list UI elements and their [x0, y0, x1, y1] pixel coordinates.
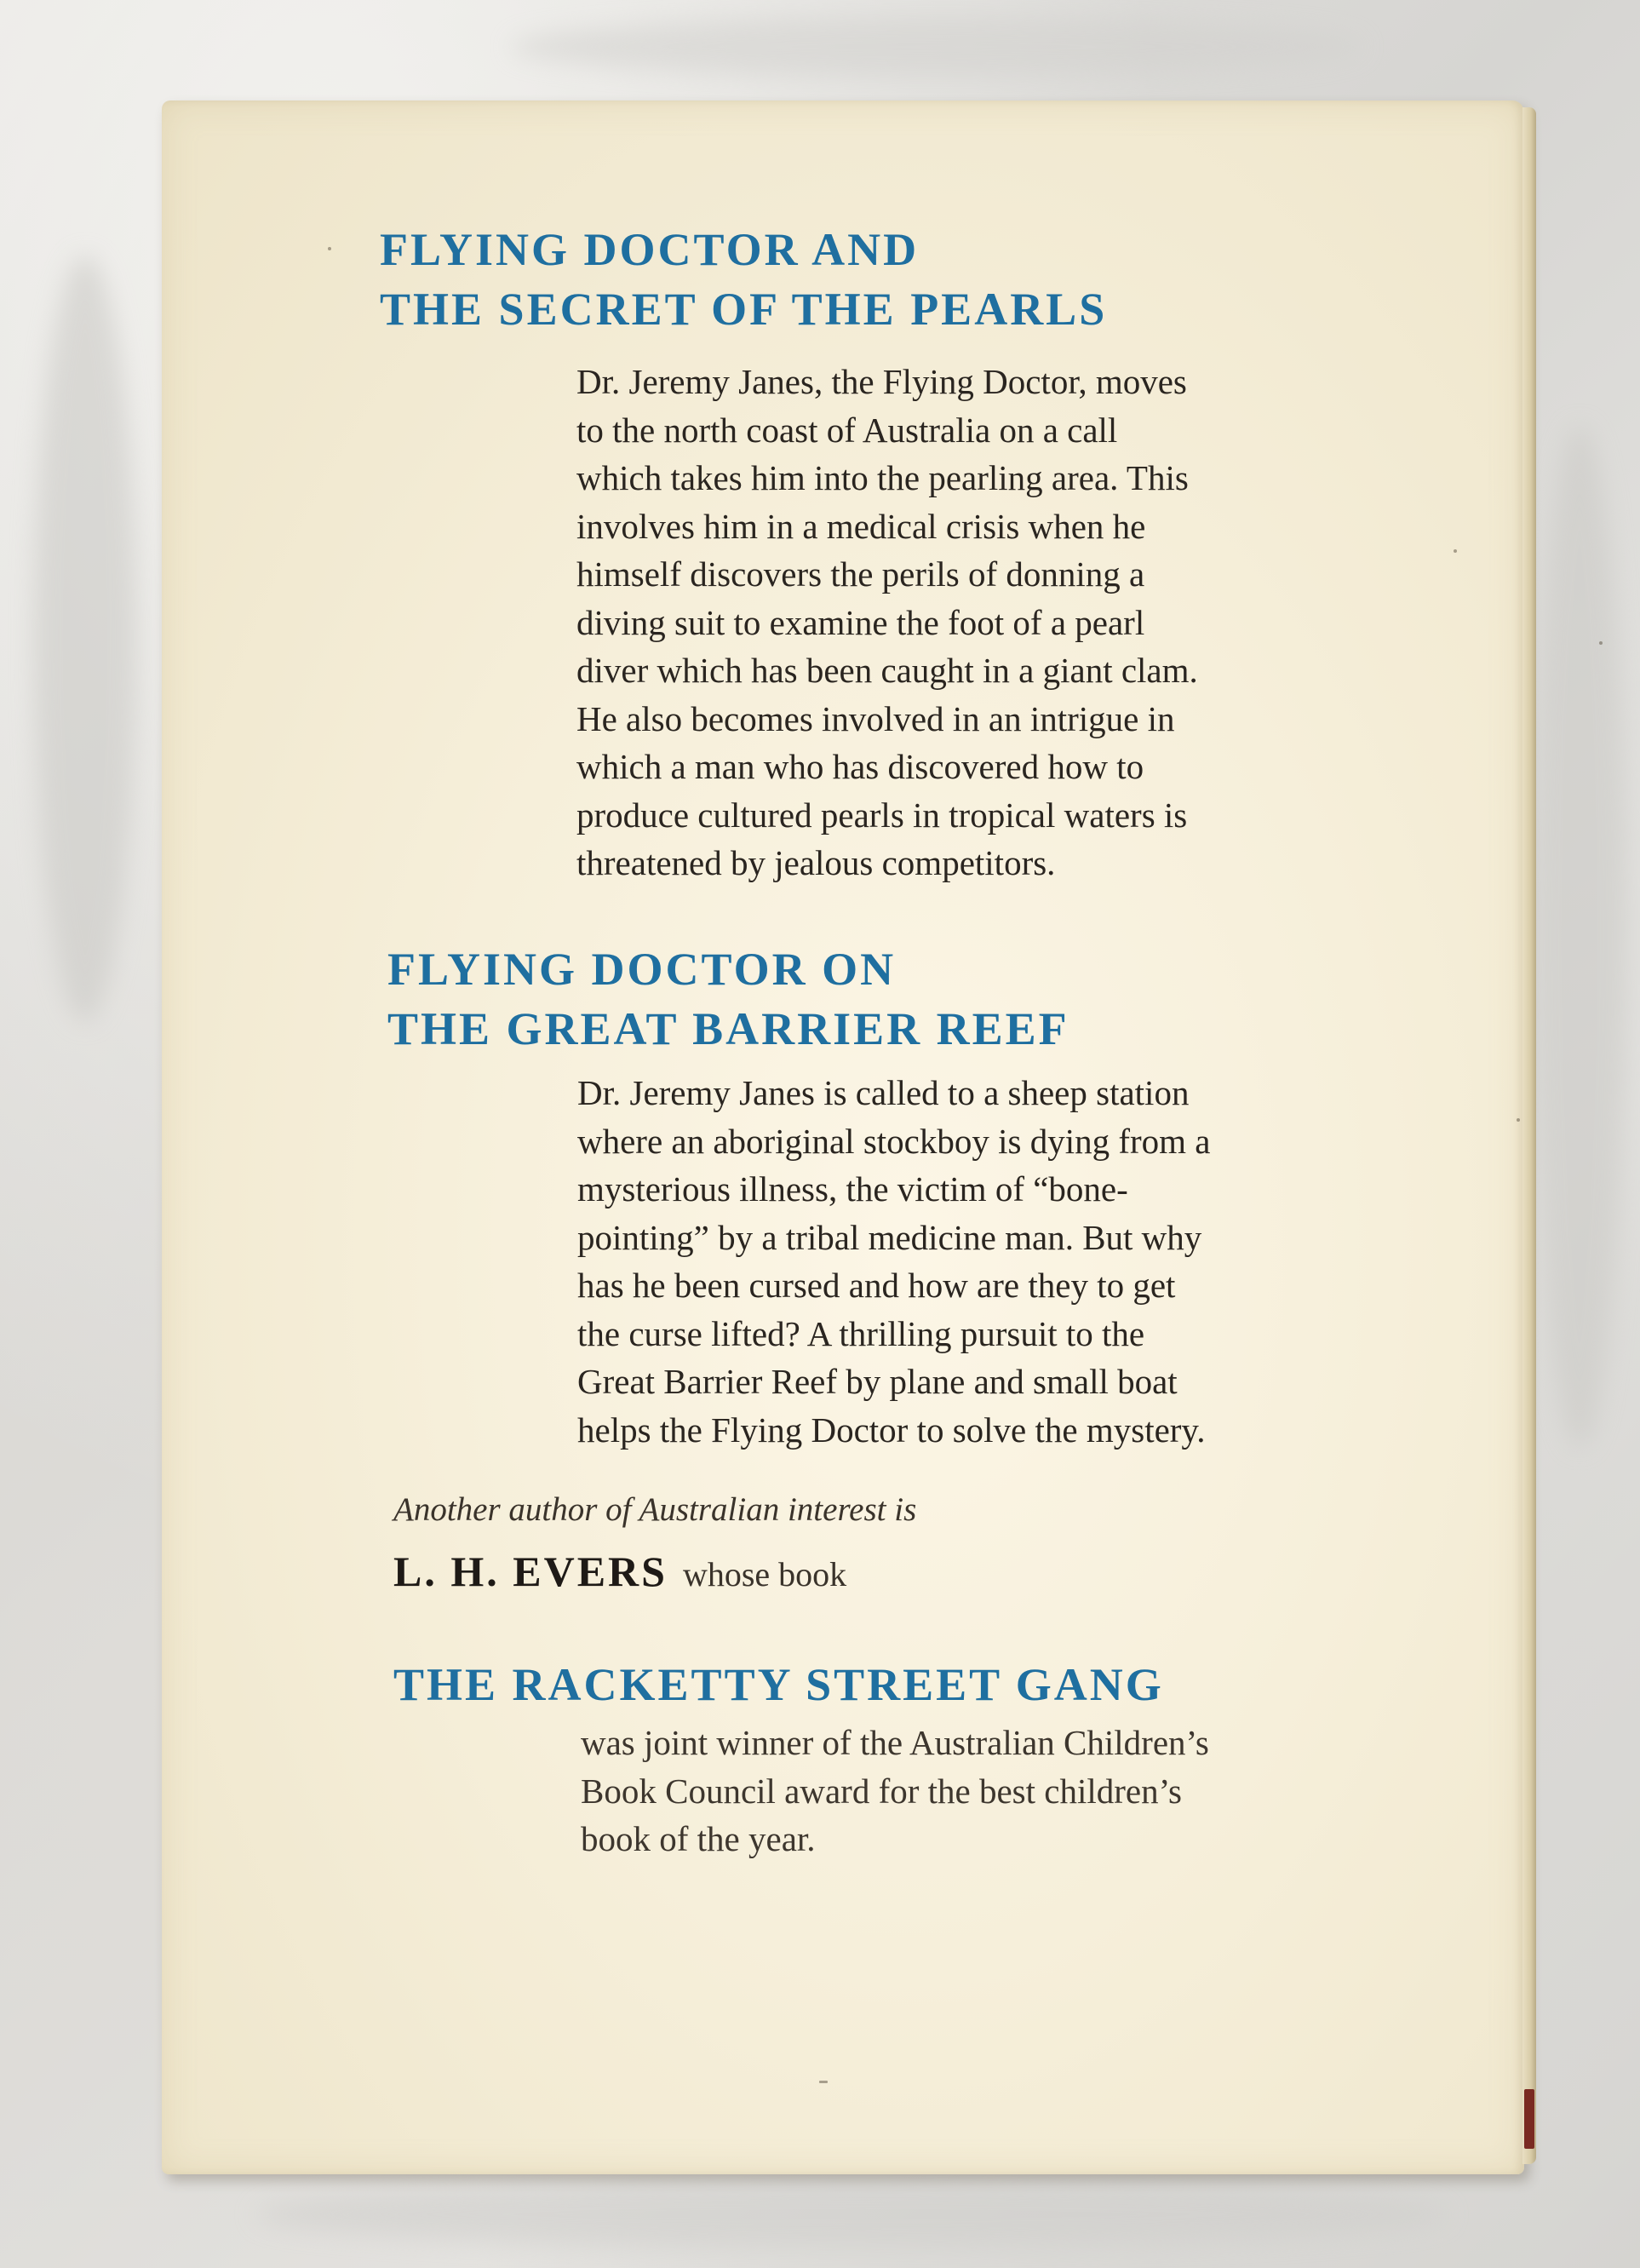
blurb-line: diving suit to examine the foot of a pearl — [576, 602, 1145, 642]
book-two-title-line: THE GREAT BARRIER REEF — [387, 1003, 1069, 1054]
blurb-line: pointing” by a tribal medicine man. But why — [577, 1217, 1202, 1257]
blurb-line: produce cultured pearls in tropical waters is — [576, 795, 1188, 835]
cover-speck — [1599, 641, 1603, 645]
book-back-cover — [162, 100, 1524, 2174]
book-one-title — [380, 220, 1107, 339]
cover-speck — [1517, 1118, 1520, 1122]
book-two-title — [387, 939, 1069, 1059]
award-line: was joint winner of the Australian Children’s — [581, 1723, 1209, 1762]
book-two-title-line: FLYING DOCTOR ON — [387, 944, 897, 995]
blurb-line: the curse lifted? A thrilling pursuit to the — [577, 1313, 1145, 1353]
other-book-title: THE RACKETTY STREET GANG — [393, 1659, 1164, 1710]
other-author-line — [393, 1547, 846, 1596]
award-line: book of the year. — [581, 1819, 816, 1858]
award-line: Book Council award for the best children’s — [581, 1771, 1182, 1811]
other-author-name: L. H. EVERS — [393, 1547, 668, 1595]
cover-speck — [1454, 549, 1457, 553]
cloth-fold — [34, 256, 136, 1022]
blurb-line: Dr. Jeremy Janes is called to a sheep station — [577, 1073, 1190, 1112]
award-text — [581, 1719, 1209, 1863]
blurb-line: Great Barrier Reef by plane and small boat — [577, 1362, 1178, 1401]
blurb-line: has he been cursed and how are they to get — [577, 1266, 1176, 1305]
blurb-line: diver which has been caught in a giant clam. — [576, 651, 1198, 690]
cloth-fold — [1533, 426, 1626, 1448]
blurb-line: helps the Flying Doctor to solve the mystery. — [577, 1410, 1206, 1450]
cloth-fold — [255, 2180, 1448, 2248]
book-two-blurb — [577, 1069, 1211, 1454]
book-one-title-line: THE SECRET OF THE PEARLS — [380, 284, 1108, 335]
blurb-line: to the north coast of Australia on a call — [576, 410, 1118, 450]
other-author-intro: Another author of Australian interest is — [393, 1491, 917, 1528]
blurb-line: threatened by jealous competitors. — [576, 843, 1056, 882]
blurb-line: where an aboriginal stockboy is dying from a — [577, 1121, 1211, 1161]
blurb-line: mysterious illness, the victim of “bone- — [577, 1169, 1128, 1209]
blurb-line: He also becomes involved in an intrigue in — [576, 698, 1175, 738]
cover-speck — [328, 247, 331, 250]
cloth-fold — [511, 17, 1362, 77]
blurb-line: which takes him into the pearling area. This — [576, 458, 1189, 497]
spine-color-mark — [1524, 2089, 1534, 2149]
blurb-line: involves him in a medical crisis when he — [576, 506, 1146, 546]
book-one-blurb — [576, 358, 1198, 887]
blurb-line: himself discovers the perils of donning a — [576, 554, 1145, 594]
other-author-suffix: whose book — [682, 1555, 847, 1593]
book-one-title-line: FLYING DOCTOR AND — [380, 224, 920, 275]
blurb-line: Dr. Jeremy Janes, the Flying Doctor, moves — [576, 362, 1187, 401]
cover-speck — [819, 2081, 828, 2083]
book-spine-edge — [1522, 107, 1536, 2164]
blurb-line: which a man who has discovered how to — [576, 747, 1144, 786]
